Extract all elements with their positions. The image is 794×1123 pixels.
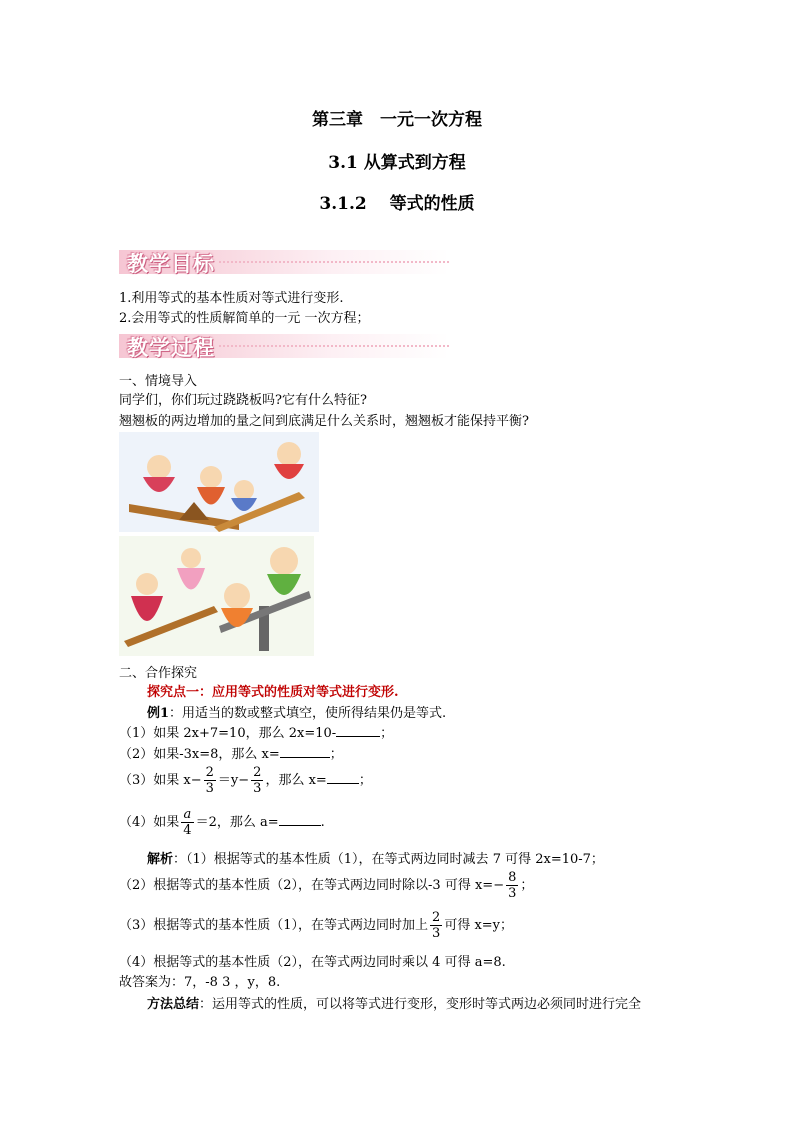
solution-2-end: ； [520,878,534,893]
goals-banner-label: 教学目标 [127,252,215,276]
question-3-part-b: ＝y− [217,773,250,788]
solution-3-end: 可得 x=y； [444,918,514,933]
question-1 [119,722,393,741]
solution-label: 解析 [147,852,174,867]
question-4-end: . [320,815,325,830]
fraction-two-thirds-a: $\frac{2}{3}$ [205,765,214,796]
question-4-part-b: ＝2，那么 a= [195,815,279,830]
question-1-text: （1）如果 2x+7=10，那么 2x=10- [119,726,337,741]
solution-2-text: （2）根据等式的基本性质（2），在等式两边同时除以-3 可得 x=− [119,878,505,893]
seesaw-illustration-1 [119,432,319,532]
section-title: 3.1 从算式到方程 [328,153,466,173]
part1-line-1: 同学们，你们玩过跷跷板吗?它有什么特征? [119,393,367,408]
goal-item-1: 1.利用等式的基本性质对等式进行变形. [119,291,344,306]
solution-1-text: ：（1）根据等式的基本性质（1），在等式两边同时减去 7 可得 2x=10-7； [173,852,604,867]
fraction-a-over-4: $\frac{a}{4}$ [183,807,192,838]
fraction-two-thirds-b: $\frac{2}{3}$ [253,765,262,796]
example-1 [147,702,446,721]
process-banner [119,334,449,358]
method-text: ：运用等式的性质，可以将等式进行变形，变形时等式两边必须同时进行完全 [199,997,642,1012]
part2-title: 二、合作探究 [119,666,198,681]
fraction-two-thirds-c: $\frac{2}{3}$ [432,910,441,941]
question-3 [119,765,372,796]
process-banner-label: 教学过程 [127,336,215,360]
solution-3 [119,910,513,941]
question-1-end: ； [380,726,394,741]
fraction-eight-thirds: $\frac{8}{3}$ [508,870,517,901]
solution-4: （4）根据等式的基本性质（2），在等式两边同时乘以 4 可得 a=8. [119,955,506,970]
part1-line-2: 翘翘板的两边增加的量之间到底满足什么关系时，翘翘板才能保持平衡? [119,414,529,429]
solution-3-text: （3）根据等式的基本性质（1），在等式两边同时加上 [119,918,429,933]
solution-1 [147,848,604,867]
question-3-end: ； [358,773,372,788]
part1-title: 一、情境导入 [119,374,198,389]
seesaw-illustration-2 [119,536,314,656]
answer-blank-2[interactable] [280,745,330,758]
chapter-title: 第三章 一元一次方程 [312,110,482,130]
question-3-part-a: （3）如果 x− [119,773,202,788]
question-4 [119,807,325,838]
answer-line: 故答案为：7，-8 3 ，y，8. [119,975,281,990]
answer-blank-4[interactable] [279,813,321,826]
goals-banner [119,250,449,274]
solution-2 [119,870,533,901]
answer-blank-3[interactable] [327,771,359,784]
example-label: 例1 [147,706,170,721]
subsection-title: 3.1.2 等式的性质 [319,194,475,214]
question-4-part-a: （4）如果 [119,815,180,830]
question-2 [119,743,343,762]
explore-point-1: 探究点一：应用等式的性质对等式进行变形. [147,685,399,700]
question-2-text: （2）如果-3x=8，那么 x= [119,747,280,762]
goal-item-2: 2.会用等式的性质解简单的一元 一次方程； [119,311,370,326]
method-label: 方法总结 [147,997,200,1012]
example-text: ：用适当的数或整式填空，使所得结果仍是等式. [169,706,447,721]
answer-blank-1[interactable] [336,724,380,737]
question-3-part-c: ，那么 x= [265,773,327,788]
method-summary [147,993,641,1012]
question-2-end: ； [329,747,343,762]
